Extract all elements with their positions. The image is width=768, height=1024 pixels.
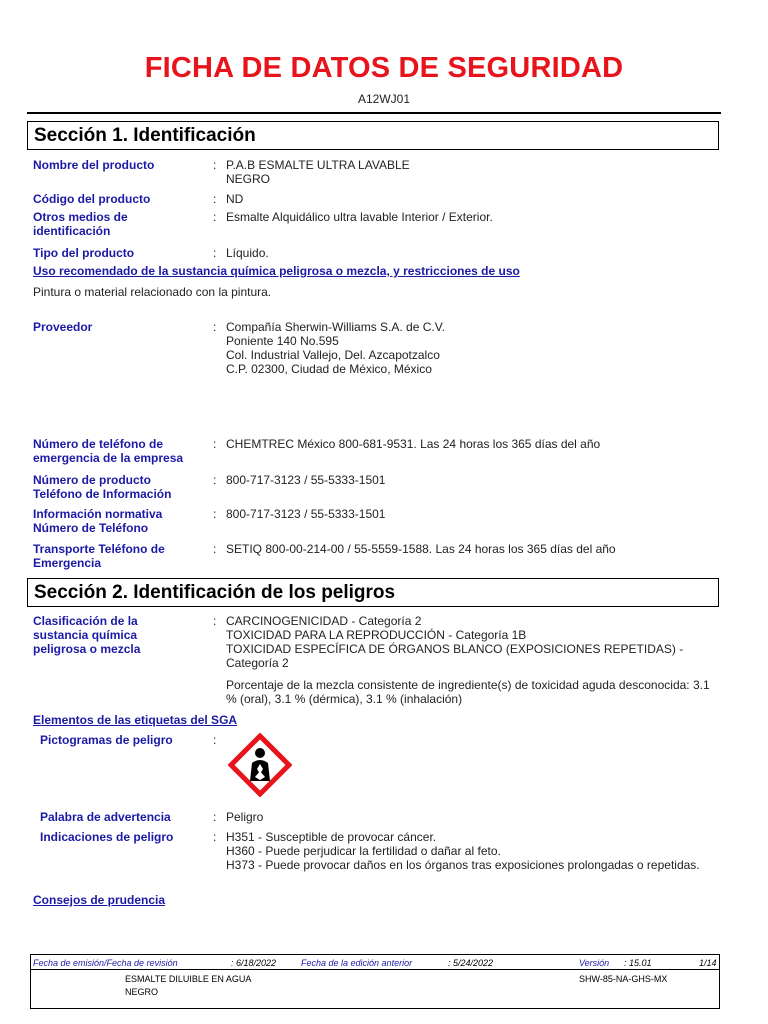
product-type-label: Tipo del producto bbox=[33, 246, 135, 260]
footer-product-line1: ESMALTE DILUIBLE EN AGUA bbox=[125, 974, 252, 984]
colon: : bbox=[213, 473, 217, 487]
section-1-heading: Sección 1. Identificación bbox=[27, 121, 719, 150]
colon: : bbox=[213, 542, 217, 556]
version-value: : 15.01 bbox=[624, 958, 652, 968]
classification-label: Clasificación de la sustancia química peligrosa o mezcla bbox=[33, 614, 141, 656]
header-rule bbox=[27, 112, 721, 114]
transport-phone-value: SETIQ 800-00-214-00 / 55-5559-1588. Las 24 horas los 365 días del año bbox=[226, 542, 616, 556]
product-number-value: 800-717-3123 / 55-5333-1501 bbox=[226, 473, 386, 487]
product-name-value: P.A.B ESMALTE ULTRA LAVABLE NEGRO bbox=[226, 158, 410, 186]
product-number-label: Número de producto Teléfono de Información bbox=[33, 473, 172, 501]
issue-date-label: Fecha de emisión/Fecha de revisión bbox=[33, 958, 178, 968]
regulatory-info-value: 800-717-3123 / 55-5333-1501 bbox=[226, 507, 386, 521]
page-footer bbox=[30, 954, 720, 1009]
transport-phone-label: Transporte Teléfono de Emergencia bbox=[33, 542, 165, 570]
colon: : bbox=[213, 614, 217, 628]
signal-word-value: Peligro bbox=[226, 810, 264, 824]
precaution-link[interactable]: Consejos de prudencia bbox=[33, 893, 166, 907]
label-elements-link[interactable]: Elementos de las etiquetas del SGA bbox=[33, 713, 238, 727]
colon: : bbox=[213, 830, 217, 844]
hazard-statements-value: H351 - Susceptible de provocar cáncer. H360 - Puede perjudicar la fertilidad o dañar al feto. H373 - Puede provocar daños en los órganos tras exposiciones prolongadas o repetidas. bbox=[226, 830, 700, 872]
health-hazard-icon bbox=[228, 733, 292, 797]
footer-doc-code: SHW-85-NA-GHS-MX bbox=[579, 974, 668, 984]
classification-value: CARCINOGENICIDAD - Categoría 2 TOXICIDAD PARA LA REPRODUCCIÓN - Categoría 1B TOXICIDAD ESPECÍFICA DE ÓRGANOS BLANCO (EXPOSICIONES REPETIDAS) - Categoría 2 bbox=[226, 614, 684, 670]
hazard-statements-label: Indicaciones de peligro bbox=[40, 830, 174, 844]
recommended-use-link[interactable]: Uso recomendado de la sustancia química peligrosa o mezcla, y restricciones de uso bbox=[33, 264, 520, 278]
issue-date-value: : 6/18/2022 bbox=[231, 958, 277, 968]
emergency-phone-label: Número de teléfono de emergencia de la empresa bbox=[33, 437, 184, 465]
colon: : bbox=[213, 246, 217, 260]
supplier-value: Compañía Sherwin-Williams S.A. de C.V. Poniente 140 No.595 Col. Industrial Vallejo, Del. Azcapotzalco C.P. 02300, Ciudad de México, México bbox=[226, 320, 445, 376]
colon: : bbox=[213, 437, 217, 451]
regulatory-info-label: Información normativa Número de Teléfono bbox=[33, 507, 163, 535]
section-2-heading: Sección 2. Identificación de los peligros bbox=[27, 578, 719, 607]
previous-edition-value: : 5/24/2022 bbox=[448, 958, 494, 968]
colon: : bbox=[213, 733, 217, 747]
product-type-value: Líquido. bbox=[226, 246, 269, 260]
colon: : bbox=[213, 210, 217, 224]
other-id-label: Otros medios de identificación bbox=[33, 210, 128, 238]
other-id-value: Esmalte Alquidálico ultra lavable Interior / Exterior. bbox=[226, 210, 493, 224]
colon: : bbox=[213, 810, 217, 824]
recommended-use-text: Pintura o material relacionado con la pintura. bbox=[33, 285, 272, 299]
document-code: A12WJ01 bbox=[357, 92, 411, 106]
product-name-label: Nombre del producto bbox=[33, 158, 155, 172]
product-code-value: ND bbox=[226, 192, 244, 206]
document-title: FICHA DE DATOS DE SEGURIDAD bbox=[144, 52, 624, 84]
page-number: 1/14 bbox=[699, 958, 717, 968]
pictograms-label: Pictogramas de peligro bbox=[40, 733, 173, 747]
emergency-phone-value: CHEMTREC México 800-681-9531. Las 24 horas los 365 días del año bbox=[226, 437, 601, 451]
signal-word-label: Palabra de advertencia bbox=[40, 810, 171, 824]
previous-edition-label: Fecha de la edición anterior bbox=[301, 958, 413, 968]
version-label: Versión bbox=[579, 958, 610, 968]
acute-toxicity-text: Porcentaje de la mezcla consistente de ingrediente(s) de toxicidad aguda desconocida: 3.1 % (oral), 3.1 % (dérmica), 3.1 % (inhalación) bbox=[226, 678, 710, 706]
colon: : bbox=[213, 158, 217, 172]
colon: : bbox=[213, 192, 217, 206]
colon: : bbox=[213, 320, 217, 334]
colon: : bbox=[213, 507, 217, 521]
footer-product-line2: NEGRO bbox=[125, 987, 159, 997]
product-code-label: Código del producto bbox=[33, 192, 151, 206]
footer-divider bbox=[31, 969, 719, 970]
supplier-label: Proveedor bbox=[33, 320, 93, 334]
